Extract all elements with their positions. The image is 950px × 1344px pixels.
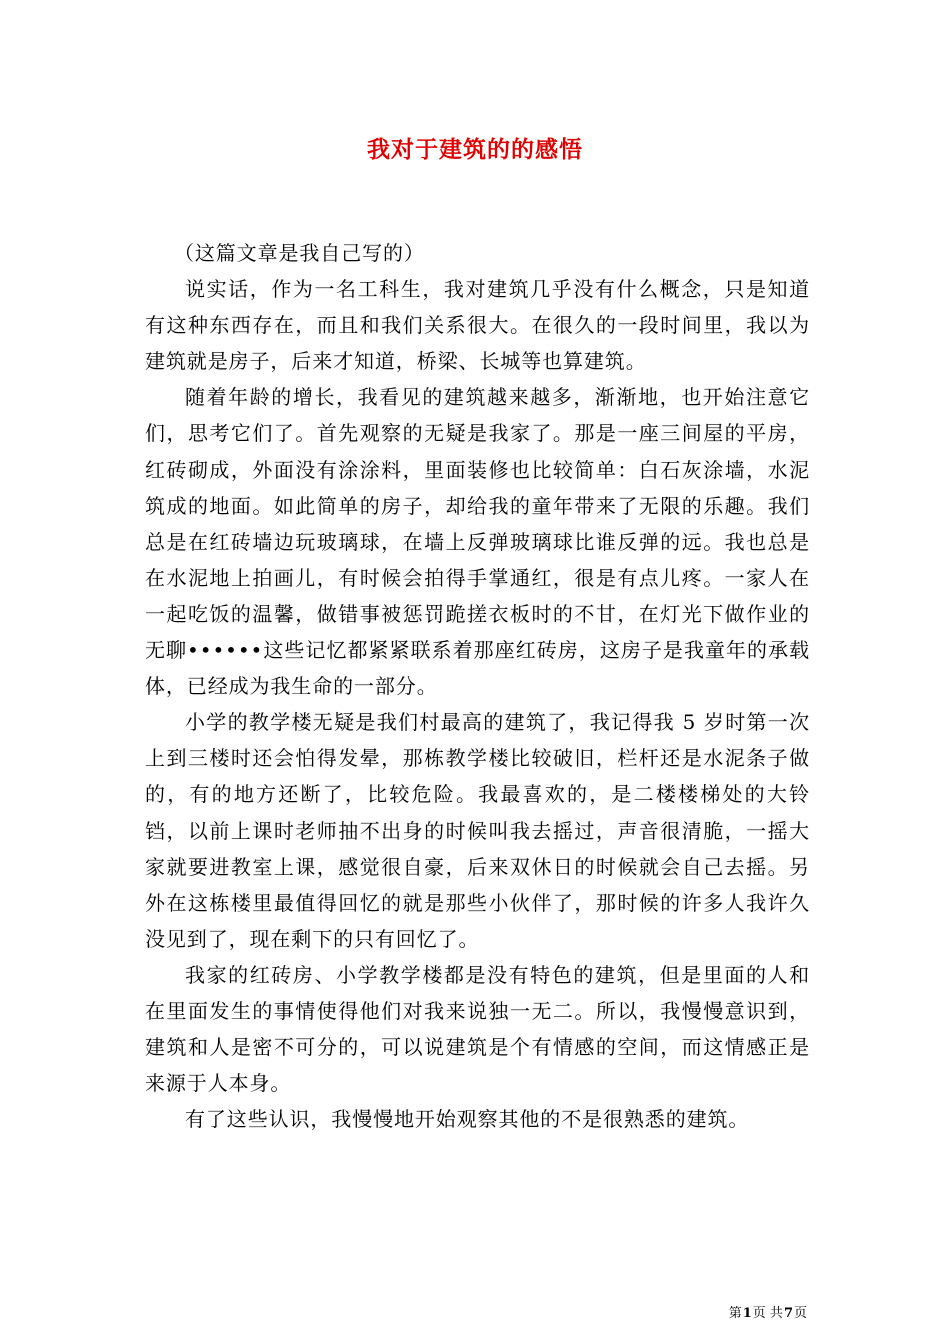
footer-suffix: 页	[793, 1306, 807, 1321]
page-number-footer	[729, 1305, 807, 1323]
paragraph: 我家的红砖房、小学教学楼都是没有特色的建筑，但是里面的人和在里面发生的事情使得他们对我来说独一无二。所以，我慢慢意识到，建筑和人是密不可分的，可以说建筑是个有情感的空间，而这情感正是来源于人本身。	[145, 962, 810, 1096]
page-title: 我对于建筑的的感悟	[367, 136, 583, 163]
paragraph: 有了这些认识，我慢慢地开始观察其他的不是很熟悉的建筑。	[185, 1107, 750, 1132]
paragraph: 说实话，作为一名工科生，我对建筑几乎没有什么概念，只是知道有这种东西存在，而且和我们关系很大。在很久的一段时间里，我以为建筑就是房子，后来才知道，桥梁、长城等也算建筑。	[145, 277, 810, 374]
total-page-number: 7	[783, 1306, 793, 1321]
footer-middle: 页 共	[752, 1306, 783, 1321]
paragraph-note: （这篇文章是我自己写的）	[174, 241, 425, 265]
paragraph: 随着年龄的增长，我看见的建筑越来越多，渐渐地，也开始注意它们，思考它们了。首先观察的无疑是我家了。那是一座三间屋的平房，红砖砌成，外面没有涂涂料，里面装修也比较简单：白石灰涂墙，水泥筑成的地面。如此简单的房子，却给我的童年带来了无限的乐趣。我们总是在红砖墙边玩玻璃球，在墙上反弹玻璃球比谁反弹的远。我也总是在水泥地上拍画儿，有时候会拍得手掌通红，很是有点儿疼。一家人在一起吃饭的温馨，做错事被惩罚跪搓衣板时的不甘，在灯光下做作业的无聊••••••这些记忆都紧紧联系着那座红砖房，这房子是我童年的承载体，已经成为我生命的一部分。	[145, 385, 810, 699]
footer-prefix: 第	[728, 1306, 742, 1321]
paragraph: 小学的教学楼无疑是我们村最高的建筑了，我记得我 5 岁时第一次上到三楼时还会怕得发晕，那栋教学楼比较破旧，栏杆还是水泥条子做的，有的地方还断了，比较危险。我最喜欢的，是二楼楼梯处的大铃铛，以前上课时老师抽不出身的时候叫我去摇过，声音很清脆，一摇大家就要进教室上课，感觉很自豪，后来双休日的时候就会自己去摇。另外在这栋楼里最值得回忆的就是那些小伙伴了，那时候的许多人我许久没见到了，现在剩下的只有回忆了。	[145, 710, 810, 951]
current-page-number: 1	[742, 1306, 752, 1321]
article-body	[145, 235, 810, 1137]
